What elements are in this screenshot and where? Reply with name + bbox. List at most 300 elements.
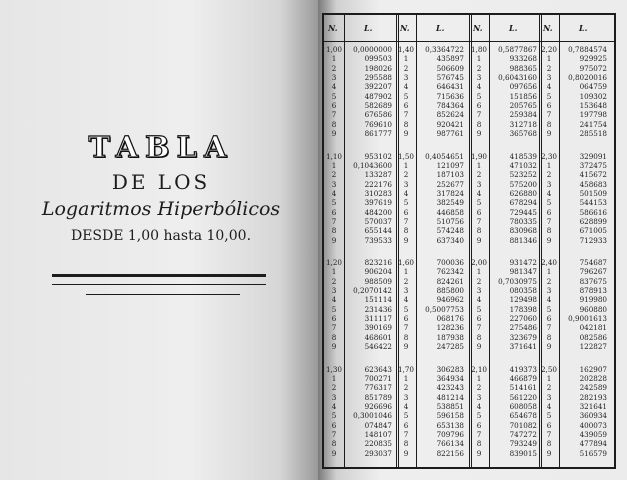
header-l: L. — [579, 23, 588, 33]
table-cell-n: 6 — [331, 207, 337, 217]
table-cell-n: 5 — [476, 304, 482, 314]
table-cell-n: 1 — [546, 373, 552, 383]
table-cell-n: 8 — [476, 439, 482, 449]
table-cell-n: 7 — [546, 216, 552, 226]
header-n: N. — [473, 23, 483, 33]
title-block — [36, 130, 286, 244]
table-cell-l: 242589 — [579, 383, 607, 393]
table-cell-n: 3 — [476, 179, 482, 189]
table-cell-n: 5 — [546, 198, 552, 208]
table-cell-l: 484200 — [364, 207, 392, 217]
table-cell-n: 8 — [546, 119, 552, 129]
table-cell-l: 487902 — [364, 91, 392, 101]
table-cell-n: 9 — [331, 235, 337, 245]
table-cell-n: 9 — [476, 448, 482, 458]
table-cell-l: 987761 — [436, 129, 464, 139]
table-cell-n: 8 — [331, 226, 337, 236]
table-cell-n: 2,30 — [540, 151, 557, 161]
table-cell-l: 099503 — [364, 54, 392, 64]
table-cell-l: 275486 — [509, 323, 537, 333]
table-cell-l: 252677 — [436, 179, 464, 189]
single-rule-divider — [86, 294, 240, 295]
table-cell-l: 523252 — [509, 170, 537, 180]
table-cell-l: 400073 — [579, 420, 607, 430]
table-cell-l: 878913 — [579, 286, 607, 296]
table-cell-n: 7 — [331, 216, 337, 226]
table-cell-n: 9 — [331, 342, 337, 352]
table-cell-l: 365768 — [509, 129, 537, 139]
table-cell-n: 9 — [403, 235, 409, 245]
logarithm-table — [322, 13, 616, 469]
table-cell-l: 0,9001613 — [568, 314, 607, 324]
table-cell-l: 646431 — [436, 82, 464, 92]
table-cell-l: 082586 — [579, 332, 607, 342]
table-cell-l: 608058 — [509, 401, 537, 411]
table-cell-l: 960880 — [579, 304, 607, 314]
table-cell-l: 122827 — [579, 342, 607, 352]
header-n: N. — [400, 23, 410, 33]
table-cell-n: 4 — [476, 401, 482, 411]
table-cell-l: 468601 — [364, 332, 392, 342]
table-cell-l: 933268 — [509, 54, 537, 64]
table-cell-l: 481214 — [436, 392, 464, 402]
table-cell-n: 4 — [331, 401, 337, 411]
table-cell-l: 762342 — [436, 267, 464, 277]
table-cell-n: 8 — [403, 226, 409, 236]
table-cell-n: 6 — [546, 420, 552, 430]
table-cell-l: 306283 — [436, 364, 464, 374]
table-cell-n: 6 — [331, 101, 337, 111]
table-cell-l: 392207 — [364, 82, 392, 92]
table-cell-l: 133287 — [364, 170, 392, 180]
table-cell-n: 2 — [331, 383, 337, 393]
table-cell-l: 360934 — [579, 411, 607, 421]
table-cell-n: 9 — [476, 342, 482, 352]
table-cell-n: 8 — [546, 332, 552, 342]
table-cell-l: 109302 — [579, 91, 607, 101]
table-cell-n: 8 — [476, 226, 482, 236]
table-cell-n: 6 — [476, 314, 482, 324]
table-cell-l: 837675 — [579, 276, 607, 286]
table-cell-n: 1 — [331, 160, 337, 170]
table-cell-n: 8 — [331, 119, 337, 129]
table-cell-l: 676586 — [364, 110, 392, 120]
table-cell-n: 1,70 — [397, 364, 414, 374]
table-cell-n: 3 — [403, 179, 409, 189]
table-cell-n: 5 — [403, 304, 409, 314]
table-cell-n: 8 — [476, 119, 482, 129]
table-cell-l: 852624 — [436, 110, 464, 120]
table-cell-n: 2 — [476, 170, 482, 180]
table-cell-l: 187103 — [436, 170, 464, 180]
table-cell-l: 312718 — [509, 119, 537, 129]
table-cell-l: 282193 — [579, 392, 607, 402]
table-cell-n: 1 — [403, 373, 409, 383]
table-cell-n: 5 — [331, 304, 337, 314]
table-cell-l: 516579 — [579, 448, 607, 458]
table-cell-l: 477894 — [579, 439, 607, 449]
page-subtitle: DE LOS — [111, 170, 211, 194]
table-cell-n: 7 — [546, 323, 552, 333]
header-l: L. — [436, 23, 445, 33]
table-cell-l: 953102 — [364, 151, 392, 161]
table-cell-n: 4 — [476, 188, 482, 198]
table-cell-n: 6 — [403, 420, 409, 430]
table-cell-l: 205765 — [509, 101, 537, 111]
table-cell-n: 5 — [403, 91, 409, 101]
table-cell-n: 3 — [546, 73, 552, 83]
table-cell-n: 9 — [331, 129, 337, 139]
table-cell-l: 129498 — [509, 295, 537, 305]
table-cell-n: 7 — [403, 216, 409, 226]
table-cell-n: 9 — [476, 129, 482, 139]
header-l: L. — [364, 23, 373, 33]
table-cell-l: 538851 — [436, 401, 464, 411]
table-cell-l: 766134 — [436, 439, 464, 449]
table-cell-n: 9 — [403, 129, 409, 139]
table-cell-n: 5 — [546, 304, 552, 314]
table-cell-l: 0,4054651 — [425, 151, 464, 161]
table-cell-l: 153648 — [579, 101, 607, 111]
table-cell-l: 851789 — [364, 392, 392, 402]
table-cell-n: 5 — [403, 411, 409, 421]
table-cell-l: 151114 — [364, 295, 392, 305]
table-cell-n: 8 — [331, 439, 337, 449]
table-cell-l: 371641 — [509, 342, 537, 352]
table-cell-n: 4 — [546, 295, 552, 305]
table-cell-l: 575200 — [509, 179, 537, 189]
table-cell-n: 5 — [331, 91, 337, 101]
table-cell-l: 544153 — [579, 198, 607, 208]
table-cell-n: 4 — [476, 82, 482, 92]
table-cell-l: 861777 — [364, 129, 392, 139]
table-cell-n: 3 — [476, 392, 482, 402]
table-cell-n: 5 — [331, 198, 337, 208]
table-cell-l: 0,7884574 — [568, 45, 607, 54]
table-cell-l: 382549 — [436, 198, 464, 208]
table-cell-n: 4 — [403, 295, 409, 305]
table-cell-l: 946962 — [436, 295, 464, 305]
table-cell-l: 576745 — [436, 73, 464, 83]
table-cell-n: 2 — [403, 276, 409, 286]
table-cell-l: 0,5877867 — [498, 45, 537, 54]
table-cell-n: 6 — [546, 314, 552, 324]
table-cell-n: 2,00 — [470, 258, 487, 267]
table-cell-n: 3 — [403, 286, 409, 296]
header-n: N. — [328, 23, 338, 33]
table-cell-l: 419373 — [509, 364, 537, 374]
table-cell-l: 0,5007753 — [425, 304, 464, 314]
table-cell-n: 6 — [546, 101, 552, 111]
table-cell-l: 824261 — [436, 276, 464, 286]
table-cell-n: 3 — [476, 286, 482, 296]
table-cell-l: 628899 — [579, 216, 607, 226]
table-cell-l: 822156 — [436, 448, 464, 458]
table-cell-n: 6 — [476, 207, 482, 217]
table-cell-n: 6 — [476, 101, 482, 111]
table-cell-n: 6 — [403, 101, 409, 111]
table-cell-l: 415672 — [579, 170, 607, 180]
table-cell-l: 671005 — [579, 226, 607, 236]
table-cell-l: 981347 — [509, 267, 537, 277]
table-cell-n: 7 — [476, 323, 482, 333]
table-cell-n: 4 — [331, 295, 337, 305]
table-cell-l: 506609 — [436, 63, 464, 73]
table-cell-n: 1,50 — [397, 151, 414, 161]
page-title: TABLA — [88, 130, 234, 164]
table-cell-n: 9 — [546, 129, 552, 139]
table-cell-l: 678294 — [509, 198, 537, 208]
table-cell-n: 3 — [331, 179, 337, 189]
table-cell-l: 574248 — [436, 226, 464, 236]
table-cell-l: 919980 — [579, 295, 607, 305]
table-cell-n: 5 — [331, 411, 337, 421]
table-cell-l: 700271 — [364, 373, 392, 383]
table-cell-n: 1,90 — [470, 151, 487, 161]
table-cell-n: 2 — [546, 63, 552, 73]
table-cell-l: 198026 — [364, 63, 392, 73]
table-cell-n: 5 — [476, 91, 482, 101]
table-cell-n: 5 — [546, 91, 552, 101]
table-cell-n: 2,50 — [540, 364, 557, 374]
table-cell-n: 6 — [403, 207, 409, 217]
table-cell-n: 7 — [331, 323, 337, 333]
table-cell-n: 1 — [546, 54, 552, 64]
table-cell-l: 0,0000000 — [353, 45, 392, 54]
table-cell-l: 596158 — [436, 411, 464, 421]
table-cell-n: 4 — [331, 188, 337, 198]
table-cell-n: 1,80 — [470, 45, 487, 54]
table-cell-n: 1 — [403, 54, 409, 64]
table-cell-l: 097656 — [509, 82, 537, 92]
table-cell-n: 1,00 — [325, 45, 342, 54]
table-cell-l: 754687 — [579, 258, 607, 267]
table-cell-n: 6 — [546, 207, 552, 217]
table-cell-l: 586616 — [579, 207, 607, 217]
table-cell-n: 1 — [331, 54, 337, 64]
table-cell-l: 784364 — [436, 101, 464, 111]
table-cell-n: 1,20 — [325, 258, 342, 267]
table-cell-l: 654678 — [509, 411, 537, 421]
table-cell-n: 4 — [476, 295, 482, 305]
table-cell-n: 5 — [476, 198, 482, 208]
table-cell-l: 317824 — [436, 188, 464, 198]
table-cell-n: 4 — [403, 188, 409, 198]
table-cell-n: 6 — [476, 420, 482, 430]
table-cell-n: 9 — [546, 448, 552, 458]
table-cell-l: 068176 — [436, 314, 464, 324]
page-range: DESDE 1,00 hasta 10,00. — [70, 228, 252, 244]
table-cell-l: 0,2070142 — [353, 286, 392, 296]
table-cell-l: 715636 — [436, 91, 464, 101]
table-cell-l: 128236 — [436, 323, 464, 333]
table-cell-n: 9 — [476, 235, 482, 245]
table-cell-l: 222176 — [364, 179, 392, 189]
table-cell-l: 0,8020016 — [568, 73, 607, 83]
table-cell-n: 8 — [403, 332, 409, 342]
table-cell-l: 769610 — [364, 119, 392, 129]
table-cell-l: 881346 — [509, 235, 537, 245]
table-cell-n: 4 — [403, 82, 409, 92]
table-cell-l: 446858 — [436, 207, 464, 217]
header-l: L. — [509, 23, 518, 33]
table-cell-l: 655144 — [364, 226, 392, 236]
table-cell-n: 1 — [331, 267, 337, 277]
table-cell-l: 637340 — [436, 235, 464, 245]
table-cell-n: 2 — [476, 276, 482, 286]
table-cell-n: 1,30 — [325, 364, 342, 374]
table-cell-n: 8 — [546, 439, 552, 449]
table-cell-l: 231436 — [364, 304, 392, 314]
table-cell-l: 439059 — [579, 429, 607, 439]
table-cell-l: 423243 — [436, 383, 464, 393]
table-cell-l: 227060 — [509, 314, 537, 324]
double-rule-divider — [52, 274, 266, 285]
table-cell-l: 458683 — [579, 179, 607, 189]
table-cell-l: 064759 — [579, 82, 607, 92]
table-cell-l: 931472 — [509, 258, 537, 267]
table-cell-l: 466879 — [509, 373, 537, 383]
table-cell-l: 926696 — [364, 401, 392, 411]
header-n: N. — [543, 23, 553, 33]
table-cell-l: 148107 — [364, 429, 392, 439]
table-cell-n: 6 — [331, 314, 337, 324]
table-cell-l: 329091 — [579, 151, 607, 161]
table-cell-l: 582689 — [364, 101, 392, 111]
table-cell-n: 5 — [476, 411, 482, 421]
table-cell-l: 364934 — [436, 373, 464, 383]
table-cell-n: 2 — [403, 383, 409, 393]
table-cell-n: 3 — [546, 179, 552, 189]
table-cell-l: 906204 — [364, 267, 392, 277]
table-cell-l: 823216 — [364, 258, 392, 267]
table-cell-l: 074847 — [364, 420, 392, 430]
table-cell-l: 561220 — [509, 392, 537, 402]
table-cell-l: 739533 — [364, 235, 392, 245]
table-cell-l: 247285 — [436, 342, 464, 352]
table-cell-n: 7 — [476, 429, 482, 439]
table-cell-l: 471032 — [509, 160, 537, 170]
table-cell-l: 197798 — [579, 110, 607, 120]
table-cell-n: 7 — [476, 110, 482, 120]
table-cell-l: 626880 — [509, 188, 537, 198]
table-cell-n: 9 — [546, 235, 552, 245]
table-cell-n: 8 — [476, 332, 482, 342]
table-cell-l: 700036 — [436, 258, 464, 267]
table-cell-n: 2 — [331, 63, 337, 73]
table-cell-n: 1 — [476, 160, 482, 170]
table-cell-n: 9 — [546, 342, 552, 352]
table-cell-l: 885800 — [436, 286, 464, 296]
table-cell-l: 653138 — [436, 420, 464, 430]
table-cell-l: 042181 — [579, 323, 607, 333]
page-italic-title: Logaritmos Hiperbólicos — [41, 198, 281, 220]
table-cell-l: 920421 — [436, 119, 464, 129]
table-cell-l: 293037 — [364, 448, 392, 458]
table-cell-n: 4 — [546, 82, 552, 92]
table-cell-l: 435897 — [436, 54, 464, 64]
table-cell-l: 202828 — [579, 373, 607, 383]
table-cell-l: 0,1043600 — [353, 160, 392, 170]
table-cell-n: 5 — [403, 198, 409, 208]
table-cell-l: 187938 — [436, 332, 464, 342]
table-cell-l: 623643 — [364, 364, 392, 374]
table-cell-l: 975072 — [579, 63, 607, 73]
table-cell-l: 0,3364722 — [425, 45, 464, 54]
table-cell-n: 8 — [403, 439, 409, 449]
table-cell-n: 2,10 — [470, 364, 487, 374]
table-cell-n: 1,40 — [397, 45, 414, 54]
table-cell-n: 3 — [331, 73, 337, 83]
table-cell-n: 7 — [403, 110, 409, 120]
table-cell-n: 1 — [546, 267, 552, 277]
table-cell-n: 7 — [403, 429, 409, 439]
table-cell-n: 1 — [476, 267, 482, 277]
table-cell-n: 7 — [403, 323, 409, 333]
table-cell-n: 8 — [331, 332, 337, 342]
table-cell-l: 080358 — [509, 286, 537, 296]
table-cell-l: 259384 — [509, 110, 537, 120]
table-cell-n: 7 — [331, 429, 337, 439]
table-cell-n: 6 — [403, 314, 409, 324]
table-cell-n: 1 — [546, 160, 552, 170]
table-cell-l: 709796 — [436, 429, 464, 439]
table-cell-n: 2,40 — [540, 258, 557, 267]
table-cell-l: 712933 — [579, 235, 607, 245]
table-cell-l: 390169 — [364, 323, 392, 333]
table-cell-l: 162907 — [579, 364, 607, 374]
table-cell-n: 4 — [546, 188, 552, 198]
table-cell-n: 2 — [331, 276, 337, 286]
table-cell-l: 988509 — [364, 276, 392, 286]
table-cell-n: 4 — [403, 401, 409, 411]
table-cell-l: 747272 — [509, 429, 537, 439]
table-cell-n: 9 — [403, 342, 409, 352]
table-cell-n: 2 — [331, 170, 337, 180]
table-cell-n: 1 — [403, 267, 409, 277]
table-cell-l: 121097 — [436, 160, 464, 170]
table-cell-l: 178398 — [509, 304, 537, 314]
table-cell-l: 501509 — [579, 188, 607, 198]
table-cell-n: 8 — [546, 226, 552, 236]
table-cell-l: 285518 — [579, 129, 607, 139]
table-cell-l: 776317 — [364, 383, 392, 393]
table-cell-n: 2 — [403, 63, 409, 73]
table-cell-l: 0,3001046 — [353, 411, 392, 421]
table-cell-n: 1,10 — [325, 151, 342, 161]
table-cell-l: 510756 — [436, 216, 464, 226]
table-cell-l: 295588 — [364, 73, 392, 83]
table-cell-n: 3 — [331, 286, 337, 296]
table-cell-n: 1 — [331, 373, 337, 383]
table-cell-l: 241754 — [579, 119, 607, 129]
table-cell-l: 793249 — [509, 439, 537, 449]
table-cell-n: 9 — [331, 448, 337, 458]
table-cell-n: 3 — [331, 392, 337, 402]
table-cell-n: 6 — [331, 420, 337, 430]
table-cell-n: 2 — [546, 276, 552, 286]
table-cell-n: 2 — [476, 63, 482, 73]
table-cell-l: 830968 — [509, 226, 537, 236]
table-cell-n: 1 — [403, 160, 409, 170]
table-cell-n: 1 — [476, 373, 482, 383]
table-cell-n: 2 — [403, 170, 409, 180]
table-cell-n: 2 — [476, 383, 482, 393]
table-cell-n: 3 — [476, 73, 482, 83]
table-cell-l: 988365 — [509, 63, 537, 73]
table-cell-l: 701082 — [509, 420, 537, 430]
table-cell-l: 0,6043160 — [498, 73, 537, 83]
